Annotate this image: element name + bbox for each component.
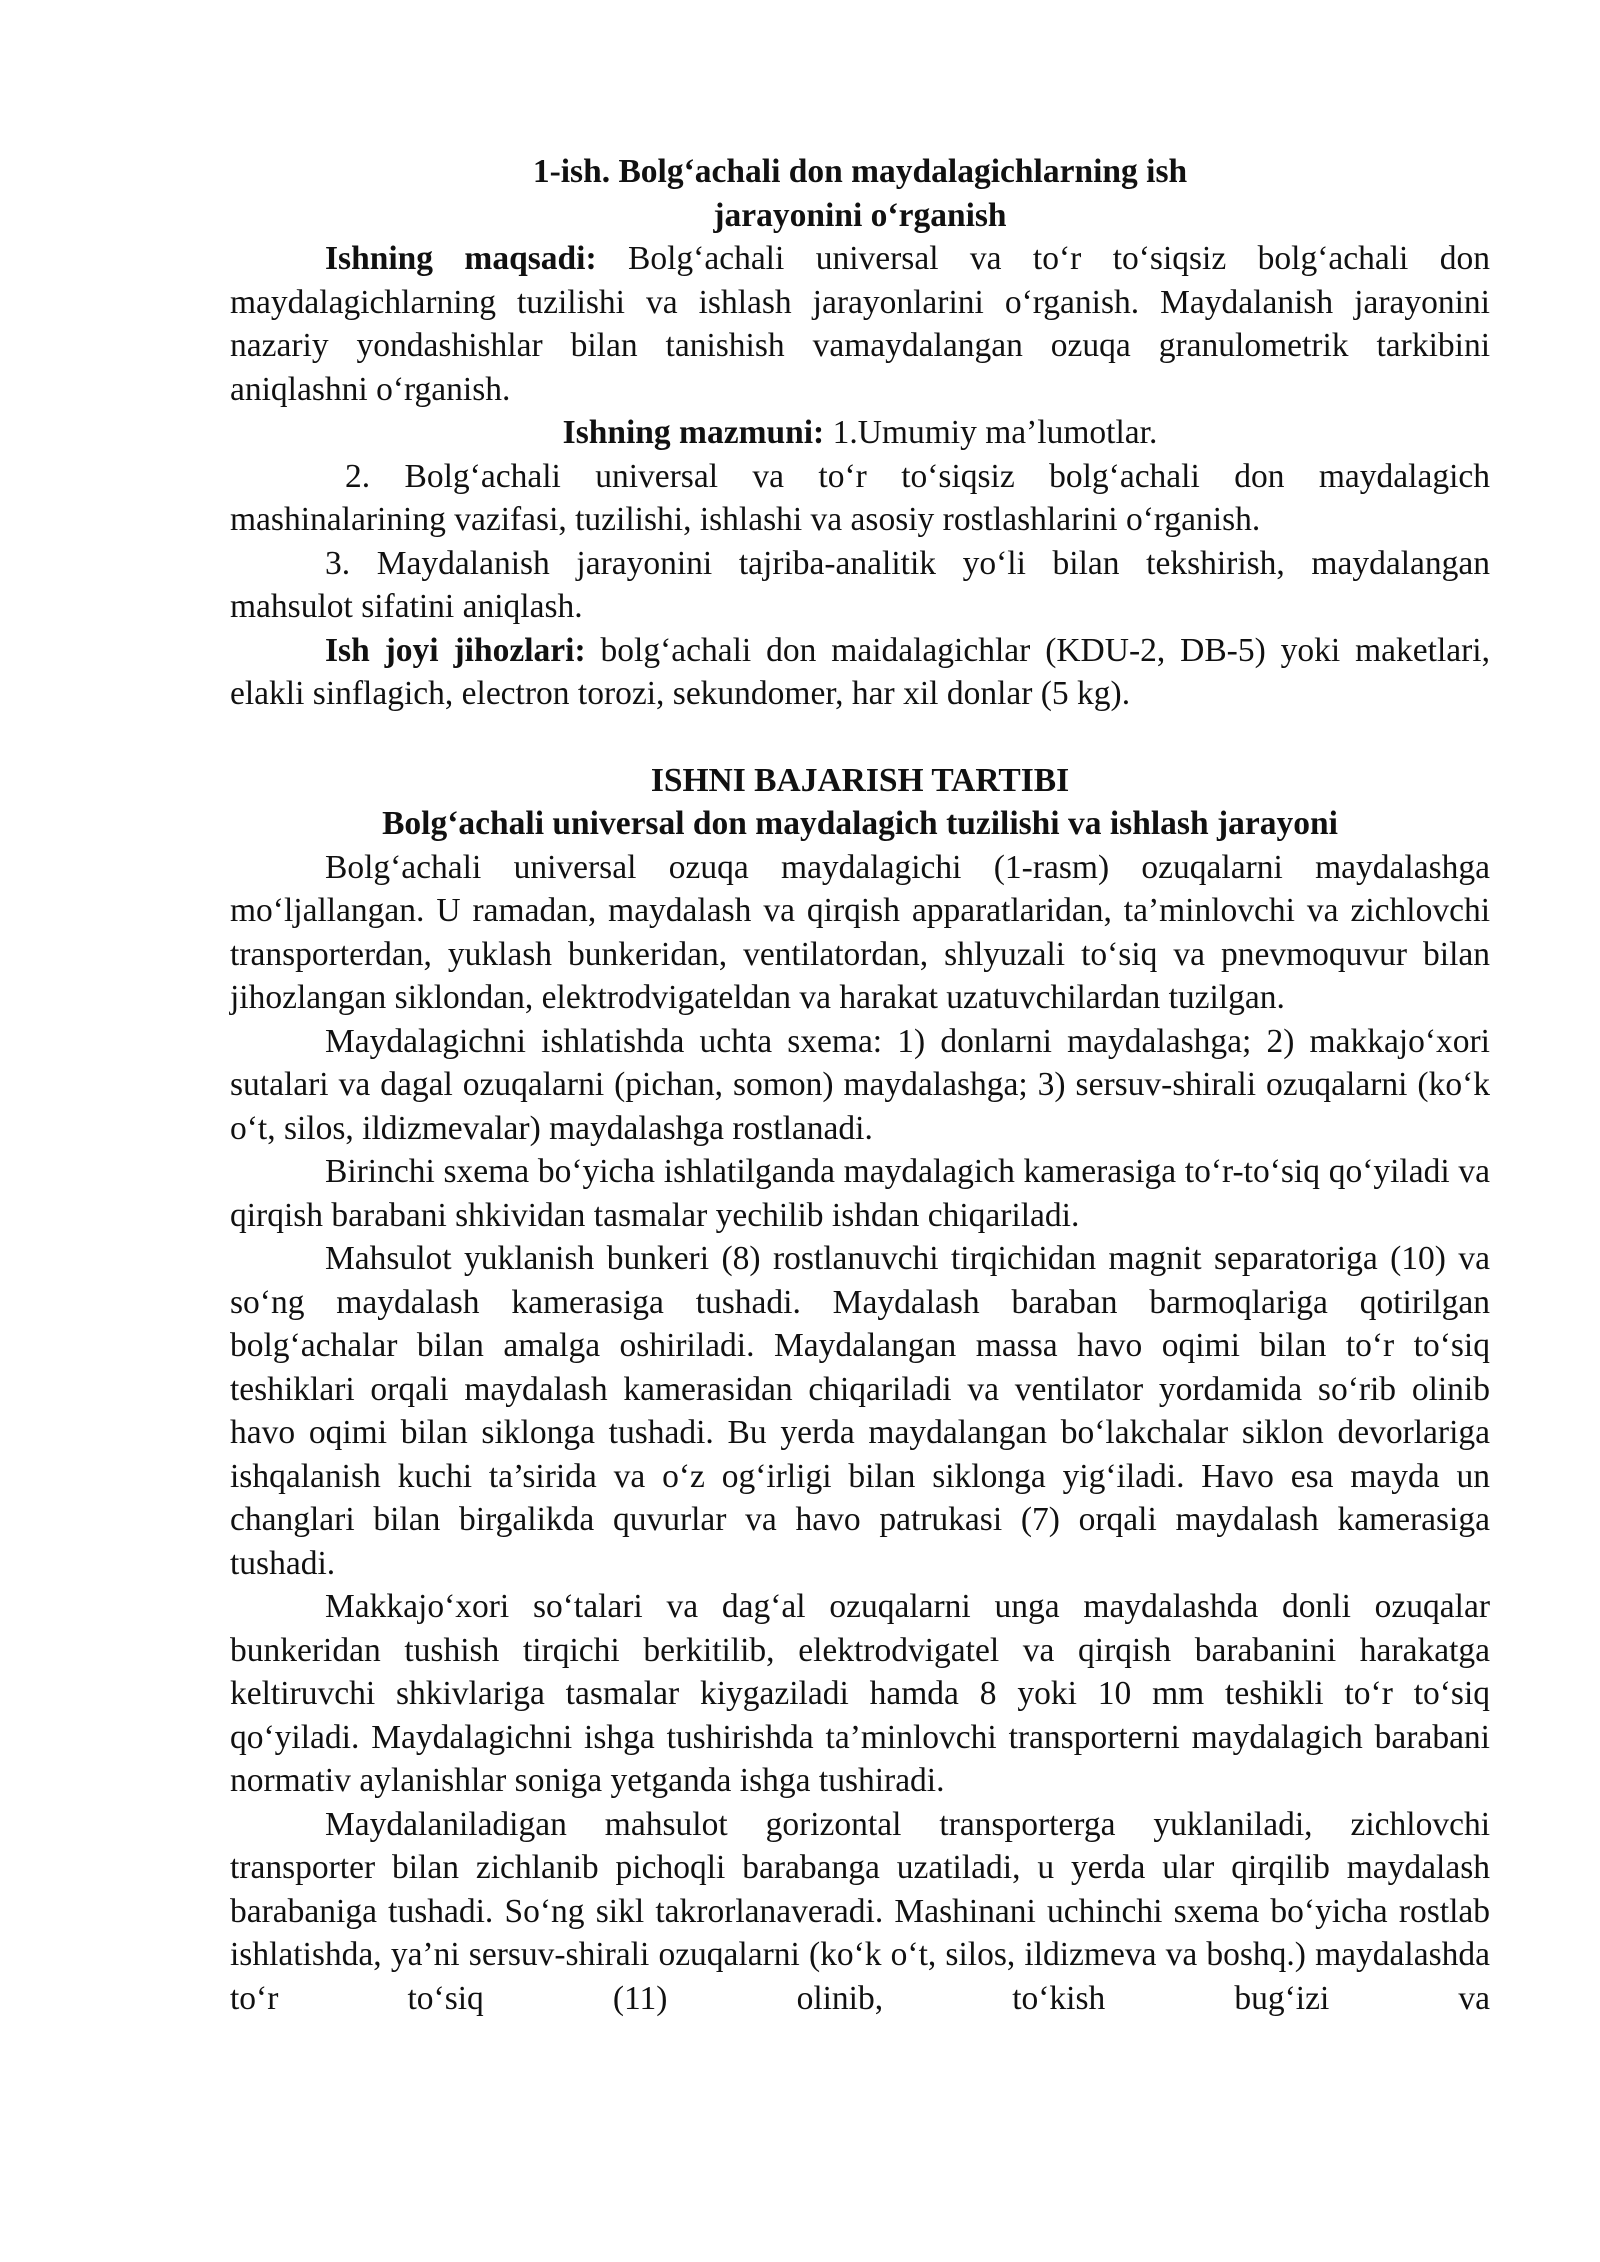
equipment-paragraph [230,629,1490,716]
content-item-3: 3. Maydalanish jarayonini tajriba-analitik yo‘li bilan tekshirish, maydalangan mahsulot sifatini aniqlash. [230,544,1490,625]
equipment-label: Ish joyi jihozlari: [325,631,586,669]
body-paragraph-3: Birinchi sxema bo‘yicha ishlatilganda maydalagich kamerasiga to‘r-to‘siq qo‘yiladi va qirqish barabani shkividan tasmalar yechilib ishdan chiqariladi. [230,1153,1490,1234]
document-page [230,150,1490,2020]
content-heading [230,411,1490,455]
body-paragraph-5: Makkajo‘xori so‘talari va dag‘al ozuqalarni unga maydalashda donli ozuqalar bunkeridan tushish tirqichi berkitilib, elektrodvigatel va qirqish barabanini harakatga keltiruvchi shkivlariga tasmalar kiygaziladi hamda 8 yoki 10 mm teshikli to‘r to‘siq qo‘yiladi. Maydalagichni ishga tushirishda ta’minlovchi transporterni maydalagich barabani normativ aylanishlar soniga yetganda ishga tushiradi. [230,1588,1490,1799]
section-heading: ISHNI BAJARISH TARTIBI [650,761,1070,799]
aim-label: Ishning maqsadi: [325,240,597,277]
body-paragraph-1: Bolg‘achali universal ozuqa maydalagichi (1-rasm) ozuqalarni maydalashga mo‘ljallangan. U ramadan, maydalash va qirqish apparatlaridan, ta’minlovchi va zichlovchi transporterdan, yuklash bunkeridan, ventilatordan, shlyuzali to‘siq va pnevmoquvur bilan jihozlangan siklondan, elektrodvigateldan va harakat uzatuvchilardan tuzilgan. [230,848,1490,1016]
content-label: Ishning mazmuni: [562,414,825,451]
content-item-2: 2. Bolg‘achali universal va to‘r to‘siqsiz bolg‘achali don maydalagich mashinalarining vazifasi, tuzilishi, ishlashi va asosiy rostlashlarini o‘rganish. [230,457,1490,538]
body-paragraph-2: Maydalagichni ishlatishda uchta sxema: 1) donlarni maydalashga; 2) makkajo‘xori sutalari va dagal ozuqalarni (pichan, somon) maydalashga; 3) sersuv-shirali ozuqalarni (ko‘k o‘t, silos, ildizmevalar) maydalashga rostlanadi. [230,1022,1490,1147]
document-title-line-1: 1-ish. Bolg‘achali don maydalagichlarning ish [532,153,1188,190]
aim-text: Bolg‘achali universal va to‘r to‘siqsiz bolg‘achali don maydalagichlarning tuzilishi va ishlash jarayonlarini o‘rganish. Maydalanish jarayonini nazariy yondashishlar bilan tanishish vamaydalangan ozuqa granulometrik tarkibini aniqlashni o‘rganish. [230,240,1490,408]
aim-paragraph [230,237,1490,411]
body-paragraph-4: Mahsulot yuklanish bunkeri (8) rostlanuvchi tirqichidan magnit separatoriga (10) va so‘ng maydalash kamerasiga tushadi. Maydalash baraban barmoqlariga qotirilgan bolg‘achalar bilan amalga oshiriladi. Maydalangan massa havo oqimi bilan to‘r to‘siq teshiklari orqali maydalash kamerasidan chiqariladi va ventilator yordamida so‘rib olinib havo oqimi bilan siklonga tushadi. Bu yerda maydalangan bo‘lakchalar siklon devorlariga ishqalanish kuchi ta’sirida va o‘z og‘irligi bilan siklonga yig‘iladi. Havo esa mayda un changlari bilan birgalikda quvurlar va havo patrukasi (7) orqali maydalash kamerasiga tushadi. [230,1240,1490,1582]
section-spacer [230,716,1490,759]
body-paragraph-6: Maydalaniladigan mahsulot gorizontal transporterga yuklaniladi, zichlovchi transporter bilan zichlanib pichoqli barabanga uzatiladi, u yerda ular qirqilib maydalash barabaniga tushadi. So‘ng sikl takrorlanaveradi. Mashinani uchinchi sxema bo‘yicha rostlab ishlatishda, ya’ni sersuv-shirali ozuqalarni (ko‘k o‘t, silos, ildizmeva va boshq.) maydalashda to‘r to‘siq (11) olinib, to‘kish bug‘izi va [230,1805,1490,2017]
document-title-line-2: jarayonini o‘rganish [713,196,1007,234]
equipment-text: bolg‘achali don maidalagichlar (KDU-2, DB-5) yoki maketlari, elakli sinflagich, electron torozi, sekundomer, har xil donlar (5 kg). [230,631,1490,712]
content-item-1: 1.Umumiy ma’lumotlar. [824,414,1158,451]
section-subheading: Bolg‘achali universal don maydalagich tuzilishi va ishlash jarayoni [382,805,1338,842]
